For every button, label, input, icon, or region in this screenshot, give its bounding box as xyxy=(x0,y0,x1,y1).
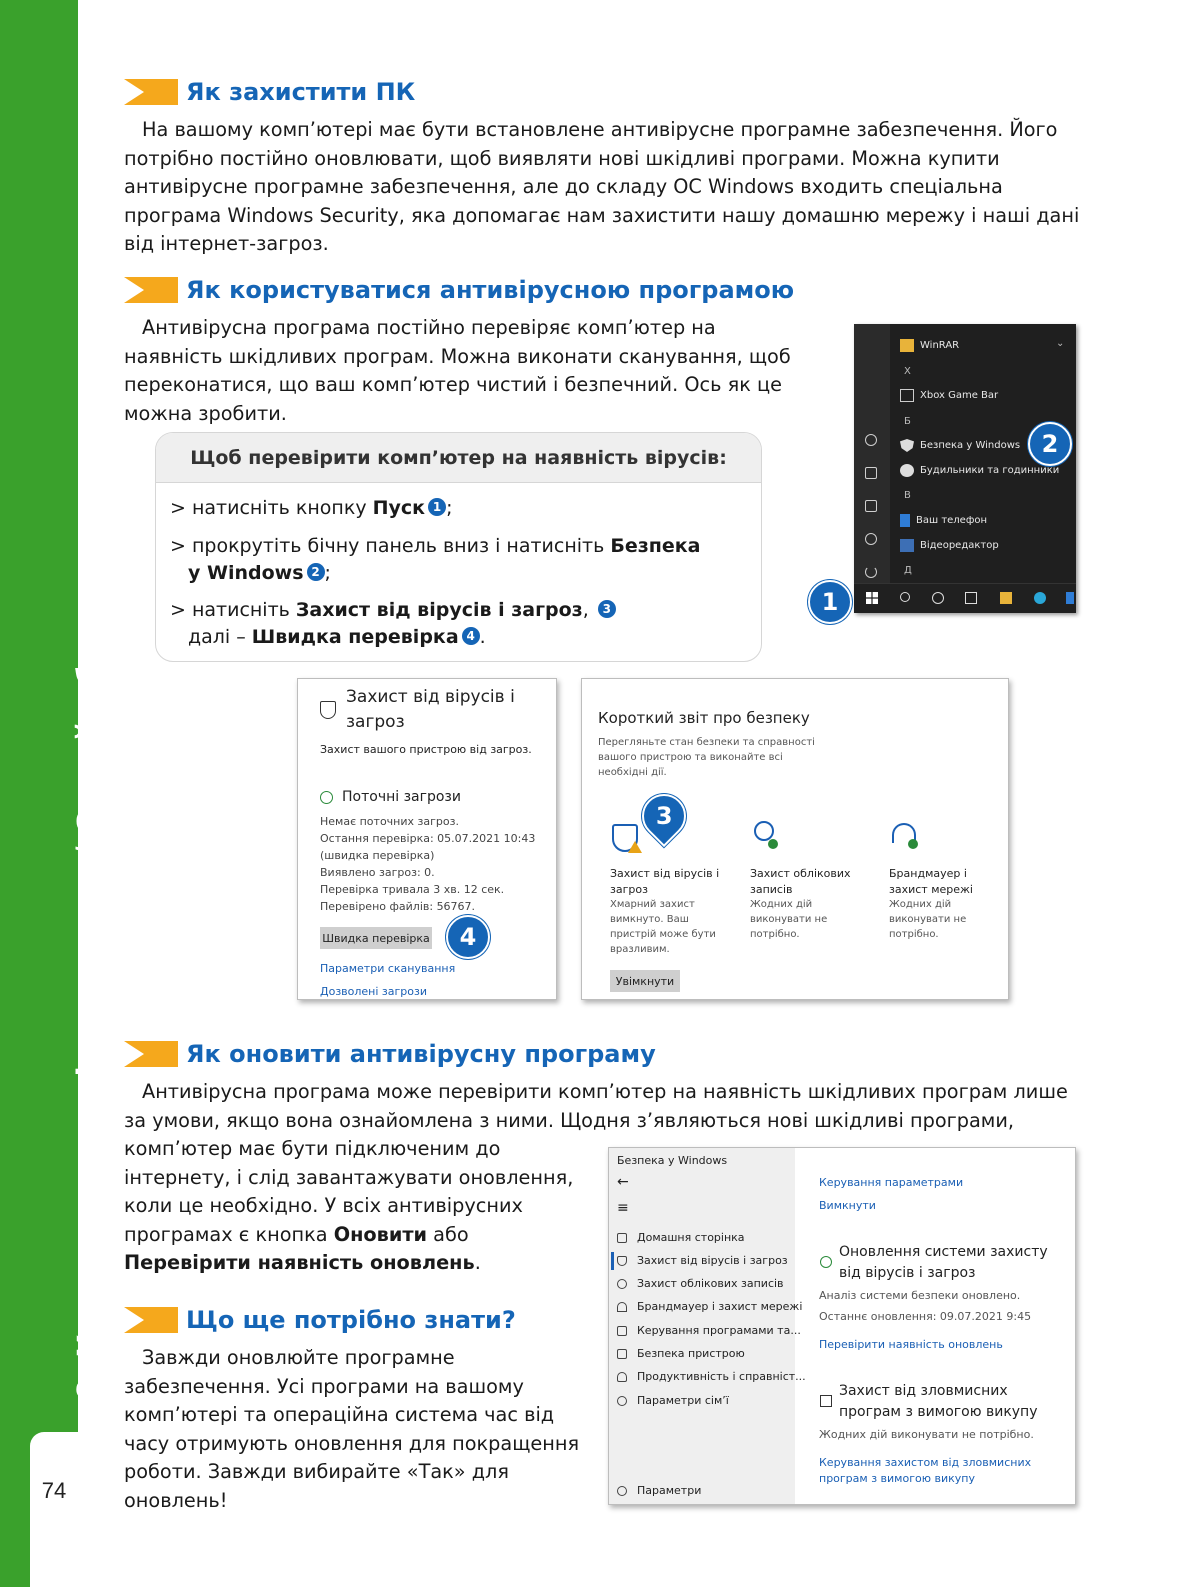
threat-title: Захист від вірусів і xyxy=(346,687,515,707)
start-menu-screenshot xyxy=(854,324,1076,613)
start-item-phone[interactable]: Ваш телефон xyxy=(900,514,987,527)
nav-device-security[interactable]: Безпека пристрою xyxy=(617,1347,745,1360)
virus-card-desc: вимкнуто. Ваш xyxy=(610,914,689,925)
flag-icon xyxy=(124,1041,178,1067)
window-icon xyxy=(617,1326,627,1336)
hamburger-menu-icon[interactable]: ≡ xyxy=(617,1200,629,1216)
gear-icon xyxy=(617,1486,627,1496)
back-arrow-icon[interactable]: ← xyxy=(617,1174,629,1190)
folder-icon xyxy=(900,339,914,352)
update-icon xyxy=(820,1256,832,1268)
power-icon xyxy=(865,566,877,578)
check-icon xyxy=(908,839,918,849)
shield-icon xyxy=(900,439,914,452)
letter-header: Д xyxy=(904,565,912,576)
chevron-down-icon: ⌄ xyxy=(1056,338,1065,349)
letter-header: Х xyxy=(904,366,911,377)
updates-heading: від вірусів і загроз xyxy=(839,1265,976,1281)
firewall-card-desc: Жодних дій xyxy=(889,899,952,910)
manage-settings-link[interactable]: Керування параметрами xyxy=(819,1176,964,1189)
laptop-icon xyxy=(617,1349,627,1359)
paragraph-use-antivirus: Антивірусна програма постійно перевіряє комп’ютер на наявність шкідливих програм. Можна виконати сканування, щоб переконатися, що ваш комп’ютер чистий і безпечний. Ось як це можна зробити. xyxy=(124,316,791,425)
summary-title: Короткий звіт про безпеку xyxy=(598,709,810,727)
task-view-icon[interactable] xyxy=(965,592,977,604)
account-card-desc: потрібно. xyxy=(750,929,800,940)
flag-icon xyxy=(124,79,178,105)
shield-icon xyxy=(617,1256,627,1266)
window-title: Безпека у Windows xyxy=(617,1154,728,1167)
check-icon xyxy=(768,839,778,849)
step-2: > прокрутіть бічну панель вниз і натисніть Безпека у Windows 2 ; xyxy=(170,535,701,584)
scan-options-link[interactable]: Параметри сканування xyxy=(320,962,456,975)
updates-status: Аналіз системи безпеки оновлено. xyxy=(819,1289,1021,1302)
edge-icon[interactable] xyxy=(1034,592,1046,604)
section-heading-update-antivirus: Як оновити антивірусну програму xyxy=(124,1038,656,1070)
xbox-icon xyxy=(900,389,914,402)
firewall-card-desc: потрібно. xyxy=(889,929,939,940)
paragraph-protect-pc: На вашому комп’ютері має бути встановлене антивірусне програмне забезпечення. Його потрібно постійно оновлювати, щоб виявляти нові шкідливі програми. Можна купити антивірусне програмне забезпечення, але до складу ОС Windows входить спеціальна програма Windows Security, яка допомагає нам захистити нашу домашню мережу і наші дані від інтернет-загроз. xyxy=(124,118,1080,255)
page-number-tab xyxy=(30,1432,78,1587)
heart-icon xyxy=(617,1372,627,1382)
account-card-title: Захист облікових xyxy=(750,867,851,880)
quick-scan-button[interactable]: Швидка перевірка xyxy=(320,927,432,949)
files-scanned: Перевірено файлів: 56767. xyxy=(320,900,476,913)
callout-2: 2 xyxy=(1028,422,1072,466)
document-icon xyxy=(865,467,877,479)
summary-desc: Перегляньте стан безпеки та справності xyxy=(598,737,815,748)
home-icon xyxy=(617,1233,627,1243)
pictures-icon xyxy=(865,500,877,512)
nav-virus-protection[interactable]: Захист від вірусів і загроз xyxy=(617,1254,788,1267)
last-scan: Остання перевірка: 05.07.2021 10:43 xyxy=(320,832,536,845)
phone-icon xyxy=(900,514,910,527)
callout-3: 3 xyxy=(633,785,695,847)
paragraph-what-else: Завжди оновлюйте програмне забезпечення. Усі програми на вашому комп’ютері та операційна система час від часу отримують оновлення для покращення роботи. Завжди вибирайте «Так» для оновлень! xyxy=(124,1346,580,1512)
turn-on-button[interactable]: Увімкнути xyxy=(610,970,680,992)
ransomware-heading: програм з вимогою викупу xyxy=(839,1404,1038,1420)
chapter-title: 2. Користуємось інтернетом / Онлайн-безпека xyxy=(70,547,112,1400)
nav-home[interactable]: Домашня сторінка xyxy=(617,1231,745,1244)
search-icon[interactable] xyxy=(900,592,910,602)
account-card-title: записів xyxy=(750,883,793,896)
wifi-icon xyxy=(617,1302,627,1312)
firewall-card-title: Брандмауер і xyxy=(889,867,967,880)
start-item-video-editor[interactable]: Відеоредактор xyxy=(900,539,999,552)
security-summary-screenshot xyxy=(581,678,1009,1000)
nav-settings[interactable]: Параметри xyxy=(617,1484,701,1497)
updates-heading: Оновлення системи захисту xyxy=(839,1244,1048,1260)
letter-header: Б xyxy=(904,416,911,427)
firewall-card-title: захист мережі xyxy=(889,883,973,896)
page-number: 74 xyxy=(41,1478,67,1503)
virus-card-desc: вразливим. xyxy=(610,944,670,955)
cortana-icon[interactable] xyxy=(932,592,944,604)
callout-1: 1 xyxy=(808,580,852,624)
ransomware-icon xyxy=(820,1395,832,1407)
start-menu-rail xyxy=(854,324,890,583)
video-icon xyxy=(900,539,914,552)
firewall-card-desc: виконувати не xyxy=(889,914,967,925)
flag-icon xyxy=(124,1307,178,1333)
summary-desc: вашого пристрою та виконайте всі xyxy=(598,752,783,763)
current-threats-heading: Поточні загрози xyxy=(342,789,461,805)
start-item-windows-security[interactable]: Безпека у Windows xyxy=(900,439,1020,452)
virus-card-desc: пристрій може бути xyxy=(610,929,716,940)
turn-off-link[interactable]: Вимкнути xyxy=(819,1199,876,1212)
chapter-sidebar xyxy=(0,0,78,1587)
instruction-box-title: Щоб перевірити комп’ютер на наявність вірусів: xyxy=(156,433,761,483)
section-heading-what-else: Що ще потрібно знати? xyxy=(124,1304,516,1336)
account-card-desc: виконувати не xyxy=(750,914,828,925)
scan-type: (швидка перевірка) xyxy=(320,849,435,862)
letter-header: В xyxy=(904,490,911,501)
paragraph-update-antivirus: Антивірусна програма може перевірити комп’ютер на наявність шкідливих програм лише за умови, якщо вона ознайомлена з ними. Щодня з’являються нові шкідливі програми, комп’ютер має бути підключеним до інтернету, і слід завантажувати оновлення, коли це необхідно. У всіх антивірусних програмах є кнопка Оновити або Перевірити наявність оновлень. xyxy=(124,1080,1068,1274)
threat-subtitle: Захист вашого пристрою від загроз. xyxy=(320,743,532,756)
threats-found: Виявлено загроз: 0. xyxy=(320,866,435,879)
start-item-alarms[interactable]: Будильники та годинники xyxy=(900,464,1059,477)
user-icon xyxy=(865,434,877,446)
instruction-box xyxy=(155,432,762,662)
store-icon[interactable] xyxy=(1066,592,1074,604)
person-icon xyxy=(617,1279,627,1289)
nav-selected-indicator xyxy=(611,1252,614,1270)
start-item-xbox[interactable]: Xbox Game Bar xyxy=(900,389,998,402)
callout-4: 4 xyxy=(446,915,490,959)
windows-security-screenshot xyxy=(608,1147,1076,1505)
scan-duration: Перевірка тривала 3 хв. 12 сек. xyxy=(320,883,505,896)
ransomware-status: Жодних дій виконувати не потрібно. xyxy=(819,1428,1034,1441)
file-explorer-icon[interactable] xyxy=(1000,592,1012,604)
check-updates-link[interactable]: Перевірити наявність оновлень xyxy=(819,1338,1003,1351)
nav-device-health[interactable]: Продуктивність і справніст... xyxy=(617,1370,806,1383)
threat-status: Немає поточних загроз. xyxy=(320,815,459,828)
clock-icon xyxy=(900,464,914,477)
virus-card-title: загроз xyxy=(610,883,648,896)
nav-firewall[interactable]: Брандмауер і захист мережі xyxy=(617,1300,802,1313)
threat-protection-screenshot xyxy=(297,678,557,1000)
ransomware-manage-link[interactable]: Керування захистом від зловмисних xyxy=(819,1456,1032,1469)
allowed-threats-link[interactable]: Дозволені загрози xyxy=(320,985,428,998)
account-card-desc: Жодних дій xyxy=(750,899,813,910)
refresh-icon xyxy=(320,791,333,804)
summary-desc: необхідні дії. xyxy=(598,767,667,778)
gear-icon xyxy=(865,533,877,545)
family-icon xyxy=(617,1396,627,1406)
ransomware-heading: Захист від зловмисних xyxy=(839,1383,1008,1399)
start-item-winrar[interactable]: WinRAR xyxy=(900,339,959,352)
last-update: Останнє оновлення: 09.07.2021 9:45 xyxy=(819,1310,1032,1323)
virus-card-title: Захист від вірусів і xyxy=(610,867,720,880)
shield-icon xyxy=(320,701,336,719)
nav-app-control[interactable]: Керування програмами та... xyxy=(617,1324,801,1337)
section-heading-use-antivirus: Як користуватися антивірусною програмою xyxy=(124,274,794,306)
step-1: > натисніть кнопку Пуск 1 ; xyxy=(170,497,453,519)
threat-title-line2: загроз xyxy=(346,712,405,732)
step-3: > натисніть Захист від вірусів і загроз, 3 далі – Швидка перевірка 4 . xyxy=(170,597,750,651)
virus-card-desc: Хмарний захист xyxy=(610,899,695,910)
warning-icon xyxy=(628,841,642,853)
nav-family-options[interactable]: Параметри сім’ї xyxy=(617,1394,729,1407)
section-heading-protect-pc: Як захистити ПК xyxy=(124,76,415,108)
flag-icon xyxy=(124,277,178,303)
ransomware-manage-link-line2[interactable]: програм з вимогою викупу xyxy=(819,1472,975,1485)
nav-account-protection[interactable]: Захист облікових записів xyxy=(617,1277,784,1290)
account-icon xyxy=(754,821,774,841)
